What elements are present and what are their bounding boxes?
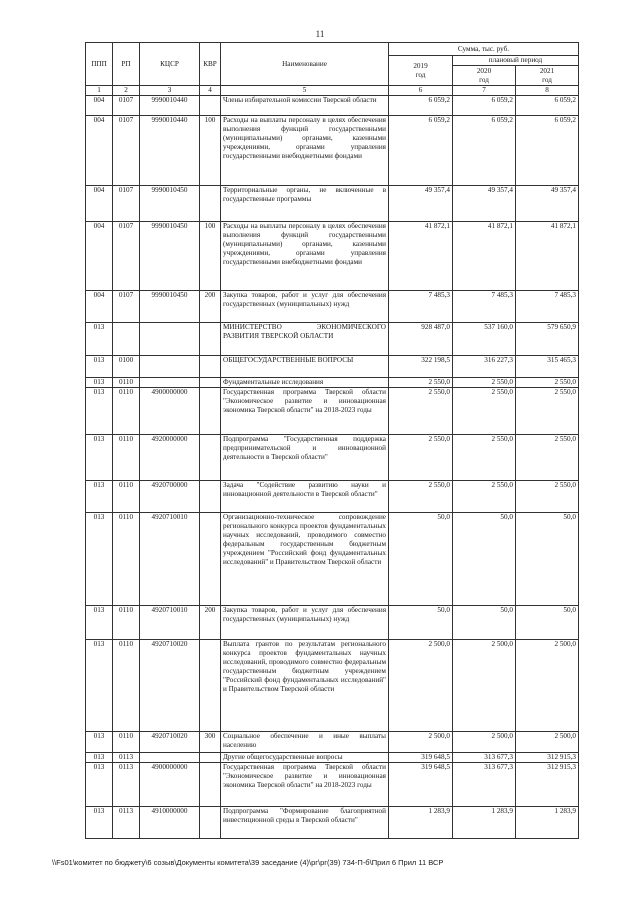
cell-rp: 0110 — [113, 378, 140, 388]
cell-kvr — [200, 640, 221, 732]
col-num-6: 6 — [389, 86, 453, 96]
header-year-2020 — [453, 66, 516, 86]
cell-rp: 0107 — [113, 96, 140, 116]
cell-name: Закупка товаров, работ и услуг для обеспечения государственных (муниципальных) нужд — [221, 291, 389, 323]
cell-rp: 0107 — [113, 222, 140, 291]
cell-kcsr: 4910000000 — [140, 807, 200, 839]
cell-ppp: 013 — [86, 763, 113, 807]
table-row — [86, 807, 579, 839]
cell-2020: 537 160,0 — [453, 323, 516, 356]
cell-2021: 1 283,9 — [516, 807, 579, 839]
table-row — [86, 513, 579, 606]
cell-name: ОБЩЕГОСУДАРСТВЕННЫЕ ВОПРОСЫ — [221, 356, 389, 378]
col-num-5: 5 — [221, 86, 389, 96]
cell-2019: 6 059,2 — [389, 96, 453, 116]
table-row — [86, 323, 579, 356]
cell-kvr: 100 — [200, 222, 221, 291]
cell-name: Подпрограмма "Формирование благоприятной инвестиционной среды в Тверской области" — [221, 807, 389, 839]
cell-kvr — [200, 388, 221, 435]
table-row — [86, 481, 579, 513]
cell-2021: 2 550,0 — [516, 435, 579, 481]
cell-2021: 579 650,9 — [516, 323, 579, 356]
cell-name: Подпрограмма "Государственная поддержка предпринимательской и инновационной деятельности в Тверской области" — [221, 435, 389, 481]
table-row — [86, 763, 579, 807]
cell-2020: 2 500,0 — [453, 732, 516, 753]
cell-rp: 0110 — [113, 513, 140, 606]
header-year-2019-word: год — [415, 70, 426, 79]
cell-2019: 1 283,9 — [389, 807, 453, 839]
header-ppp: ППП — [86, 43, 113, 86]
table-row — [86, 356, 579, 378]
cell-2021: 6 059,2 — [516, 116, 579, 186]
cell-name: Организационно-техническое сопровождение регионального конкурса проектов фундаментальных научных исследований, проводимого совместно федеральным государственным бюджетным учреждением "Российский фонд фундаментальных исследований" и Правительством Тверской области — [221, 513, 389, 606]
cell-2021: 315 465,3 — [516, 356, 579, 378]
cell-rp: 0110 — [113, 640, 140, 732]
table-row — [86, 222, 579, 291]
cell-2020: 313 677,3 — [453, 763, 516, 807]
col-num-8: 8 — [516, 86, 579, 96]
cell-2020: 2 550,0 — [453, 388, 516, 435]
header-year-2021-word: год — [542, 75, 552, 84]
col-num-3: 3 — [140, 86, 200, 96]
cell-2019: 322 198,5 — [389, 356, 453, 378]
cell-ppp: 013 — [86, 606, 113, 640]
cell-ppp: 013 — [86, 481, 113, 513]
table-row — [86, 753, 579, 763]
header-kvr: КВР — [200, 43, 221, 86]
cell-ppp: 004 — [86, 116, 113, 186]
cell-kvr — [200, 807, 221, 839]
header-kcsr: КЦСР — [140, 43, 200, 86]
cell-name: Члены избирательной комиссии Тверской области — [221, 96, 389, 116]
cell-name: Территориальные органы, не включенные в государственные программы — [221, 186, 389, 222]
cell-2020: 1 283,9 — [453, 807, 516, 839]
cell-kcsr: 4920710020 — [140, 732, 200, 753]
cell-2020: 316 227,3 — [453, 356, 516, 378]
cell-2019: 928 487,0 — [389, 323, 453, 356]
cell-kcsr — [140, 356, 200, 378]
cell-kvr — [200, 481, 221, 513]
cell-kcsr: 4920000000 — [140, 435, 200, 481]
budget-table — [85, 42, 579, 839]
cell-ppp: 013 — [86, 513, 113, 606]
cell-rp: 0110 — [113, 481, 140, 513]
cell-kvr — [200, 356, 221, 378]
cell-2021: 2 500,0 — [516, 732, 579, 753]
cell-name: Государственная программа Тверской области "Экономическое развитие и инновационная экономика Тверской области" на 2018-2023 годы — [221, 388, 389, 435]
cell-2021: 50,0 — [516, 513, 579, 606]
cell-kcsr: 9990010440 — [140, 96, 200, 116]
cell-rp: 0110 — [113, 435, 140, 481]
cell-2021: 2 550,0 — [516, 481, 579, 513]
cell-name: Расходы на выплаты персоналу в целях обеспечения выполнения функций государственными (муниципальными) органами, казенными учреждениями, органами управления государственными внебюджетными фондами — [221, 116, 389, 186]
table-row — [86, 606, 579, 640]
header-sum: Сумма, тыс. руб. — [389, 43, 579, 56]
cell-2019: 2 550,0 — [389, 481, 453, 513]
table-row — [86, 116, 579, 186]
cell-name: Социальное обеспечение и иные выплаты населению — [221, 732, 389, 753]
cell-2019: 2 550,0 — [389, 388, 453, 435]
cell-2019: 41 872,1 — [389, 222, 453, 291]
cell-ppp: 013 — [86, 640, 113, 732]
header-year-2021-number: 2021 — [539, 66, 555, 75]
cell-ppp: 013 — [86, 356, 113, 378]
table-row — [86, 435, 579, 481]
table-row — [86, 640, 579, 732]
cell-2021: 7 485,3 — [516, 291, 579, 323]
cell-ppp: 013 — [86, 378, 113, 388]
cell-2019: 6 059,2 — [389, 116, 453, 186]
cell-name: Задача "Содействие развитию науки и инновационной деятельности в Тверской области" — [221, 481, 389, 513]
cell-kcsr: 9990010450 — [140, 186, 200, 222]
page-number: 11 — [315, 29, 325, 39]
cell-2020: 6 059,2 — [453, 116, 516, 186]
cell-kvr — [200, 186, 221, 222]
cell-2021: 312 915,3 — [516, 753, 579, 763]
cell-ppp: 013 — [86, 388, 113, 435]
cell-rp: 0110 — [113, 732, 140, 753]
cell-name: Выплата грантов по результатам регионального конкурса проектов фундаментальных научных исследований, проводимого совместно федеральным государственным бюджетным учреждением "Российский фонд фундаментальных исследований" и Правительством Тверской области — [221, 640, 389, 732]
cell-kcsr: 4900000000 — [140, 388, 200, 435]
cell-2020: 50,0 — [453, 606, 516, 640]
cell-name: Фундаментальные исследования — [221, 378, 389, 388]
column-number-row — [86, 86, 579, 96]
header-plan-period: плановый период — [453, 56, 579, 66]
cell-kcsr — [140, 753, 200, 763]
table-row — [86, 96, 579, 116]
header-rp: РП — [113, 43, 140, 86]
cell-kvr: 200 — [200, 291, 221, 323]
footer-file-path: \\Fs01\комитет по бюджету\6 созыв\Документы комитета\39 заседание (4)\рг\рг(39) 734-П-б\Прил 6 Прил 11 ВСР — [52, 858, 444, 867]
cell-name: Закупка товаров, работ и услуг для обеспечения государственных (муниципальных) нужд — [221, 606, 389, 640]
cell-2019: 2 500,0 — [389, 732, 453, 753]
col-num-1: 1 — [86, 86, 113, 96]
cell-kcsr: 9990010440 — [140, 116, 200, 186]
cell-rp: 0107 — [113, 116, 140, 186]
cell-kvr — [200, 96, 221, 116]
cell-2020: 2 550,0 — [453, 481, 516, 513]
cell-kvr: 300 — [200, 732, 221, 753]
cell-kcsr: 4920710020 — [140, 640, 200, 732]
cell-2020: 49 357,4 — [453, 186, 516, 222]
cell-2020: 41 872,1 — [453, 222, 516, 291]
cell-2021: 2 500,0 — [516, 640, 579, 732]
cell-rp: 0107 — [113, 186, 140, 222]
cell-kcsr: 4920700000 — [140, 481, 200, 513]
cell-kcsr: 9990010450 — [140, 222, 200, 291]
cell-rp: 0113 — [113, 763, 140, 807]
header-name: Наименование — [221, 43, 389, 86]
header-year-2019 — [389, 56, 453, 86]
cell-kcsr: 9990010450 — [140, 291, 200, 323]
cell-2020: 2 550,0 — [453, 378, 516, 388]
table-header — [86, 43, 579, 96]
cell-2021: 6 059,2 — [516, 96, 579, 116]
cell-2021: 49 357,4 — [516, 186, 579, 222]
table-body — [86, 96, 579, 839]
cell-ppp: 013 — [86, 435, 113, 481]
cell-ppp: 013 — [86, 323, 113, 356]
cell-2019: 2 500,0 — [389, 640, 453, 732]
table-row — [86, 378, 579, 388]
cell-2021: 2 550,0 — [516, 388, 579, 435]
cell-name: Государственная программа Тверской области "Экономическое развитие и инновационная экономика Тверской области" на 2018-2023 годы — [221, 763, 389, 807]
cell-ppp: 013 — [86, 732, 113, 753]
cell-2019: 319 648,5 — [389, 753, 453, 763]
cell-rp: 0113 — [113, 753, 140, 763]
cell-2019: 2 550,0 — [389, 378, 453, 388]
cell-rp: 0110 — [113, 606, 140, 640]
cell-kvr — [200, 753, 221, 763]
cell-2019: 7 485,3 — [389, 291, 453, 323]
cell-2021: 41 872,1 — [516, 222, 579, 291]
col-num-4: 4 — [200, 86, 221, 96]
cell-rp: 0113 — [113, 807, 140, 839]
cell-name: Другие общегосударственные вопросы — [221, 753, 389, 763]
header-year-2020-number: 2020 — [476, 66, 492, 75]
col-num-2: 2 — [113, 86, 140, 96]
cell-name: Расходы на выплаты персоналу в целях обеспечения выполнения функций государственными (муниципальными) органами, казенными учреждениями, органами управления государственными внебюджетными фондами — [221, 222, 389, 291]
header-year-2021 — [516, 66, 579, 86]
cell-kcsr: 4920710010 — [140, 513, 200, 606]
header-year-2019-number: 2019 — [413, 61, 428, 70]
table-row — [86, 388, 579, 435]
table-row — [86, 291, 579, 323]
cell-kvr — [200, 323, 221, 356]
cell-ppp: 013 — [86, 753, 113, 763]
cell-kvr — [200, 513, 221, 606]
cell-rp: 0107 — [113, 291, 140, 323]
cell-ppp: 004 — [86, 291, 113, 323]
cell-ppp: 004 — [86, 222, 113, 291]
cell-rp: 0110 — [113, 388, 140, 435]
cell-2019: 50,0 — [389, 606, 453, 640]
cell-2021: 50,0 — [516, 606, 579, 640]
cell-2019: 319 648,5 — [389, 763, 453, 807]
cell-name: МИНИСТЕРСТВО ЭКОНОМИЧЕСКОГО РАЗВИТИЯ ТВЕРСКОЙ ОБЛАСТИ — [221, 323, 389, 356]
cell-kvr: 200 — [200, 606, 221, 640]
cell-kvr — [200, 378, 221, 388]
cell-2019: 2 550,0 — [389, 435, 453, 481]
table-row — [86, 186, 579, 222]
cell-2020: 7 485,3 — [453, 291, 516, 323]
cell-2019: 50,0 — [389, 513, 453, 606]
cell-kcsr: 4900000000 — [140, 763, 200, 807]
header-year-2020-word: год — [479, 75, 489, 84]
col-num-7: 7 — [453, 86, 516, 96]
cell-2019: 49 357,4 — [389, 186, 453, 222]
cell-2020: 2 550,0 — [453, 435, 516, 481]
cell-kcsr — [140, 323, 200, 356]
cell-ppp: 013 — [86, 807, 113, 839]
cell-2021: 2 550,0 — [516, 378, 579, 388]
table-row — [86, 732, 579, 753]
cell-ppp: 004 — [86, 186, 113, 222]
cell-kvr: 100 — [200, 116, 221, 186]
cell-ppp: 004 — [86, 96, 113, 116]
cell-kcsr — [140, 378, 200, 388]
cell-2021: 312 915,3 — [516, 763, 579, 807]
cell-2020: 2 500,0 — [453, 640, 516, 732]
cell-rp: 0100 — [113, 356, 140, 378]
cell-2020: 6 059,2 — [453, 96, 516, 116]
cell-kvr — [200, 763, 221, 807]
cell-kvr — [200, 435, 221, 481]
cell-2020: 313 677,3 — [453, 753, 516, 763]
cell-rp — [113, 323, 140, 356]
cell-kcsr: 4920710010 — [140, 606, 200, 640]
cell-2020: 50,0 — [453, 513, 516, 606]
